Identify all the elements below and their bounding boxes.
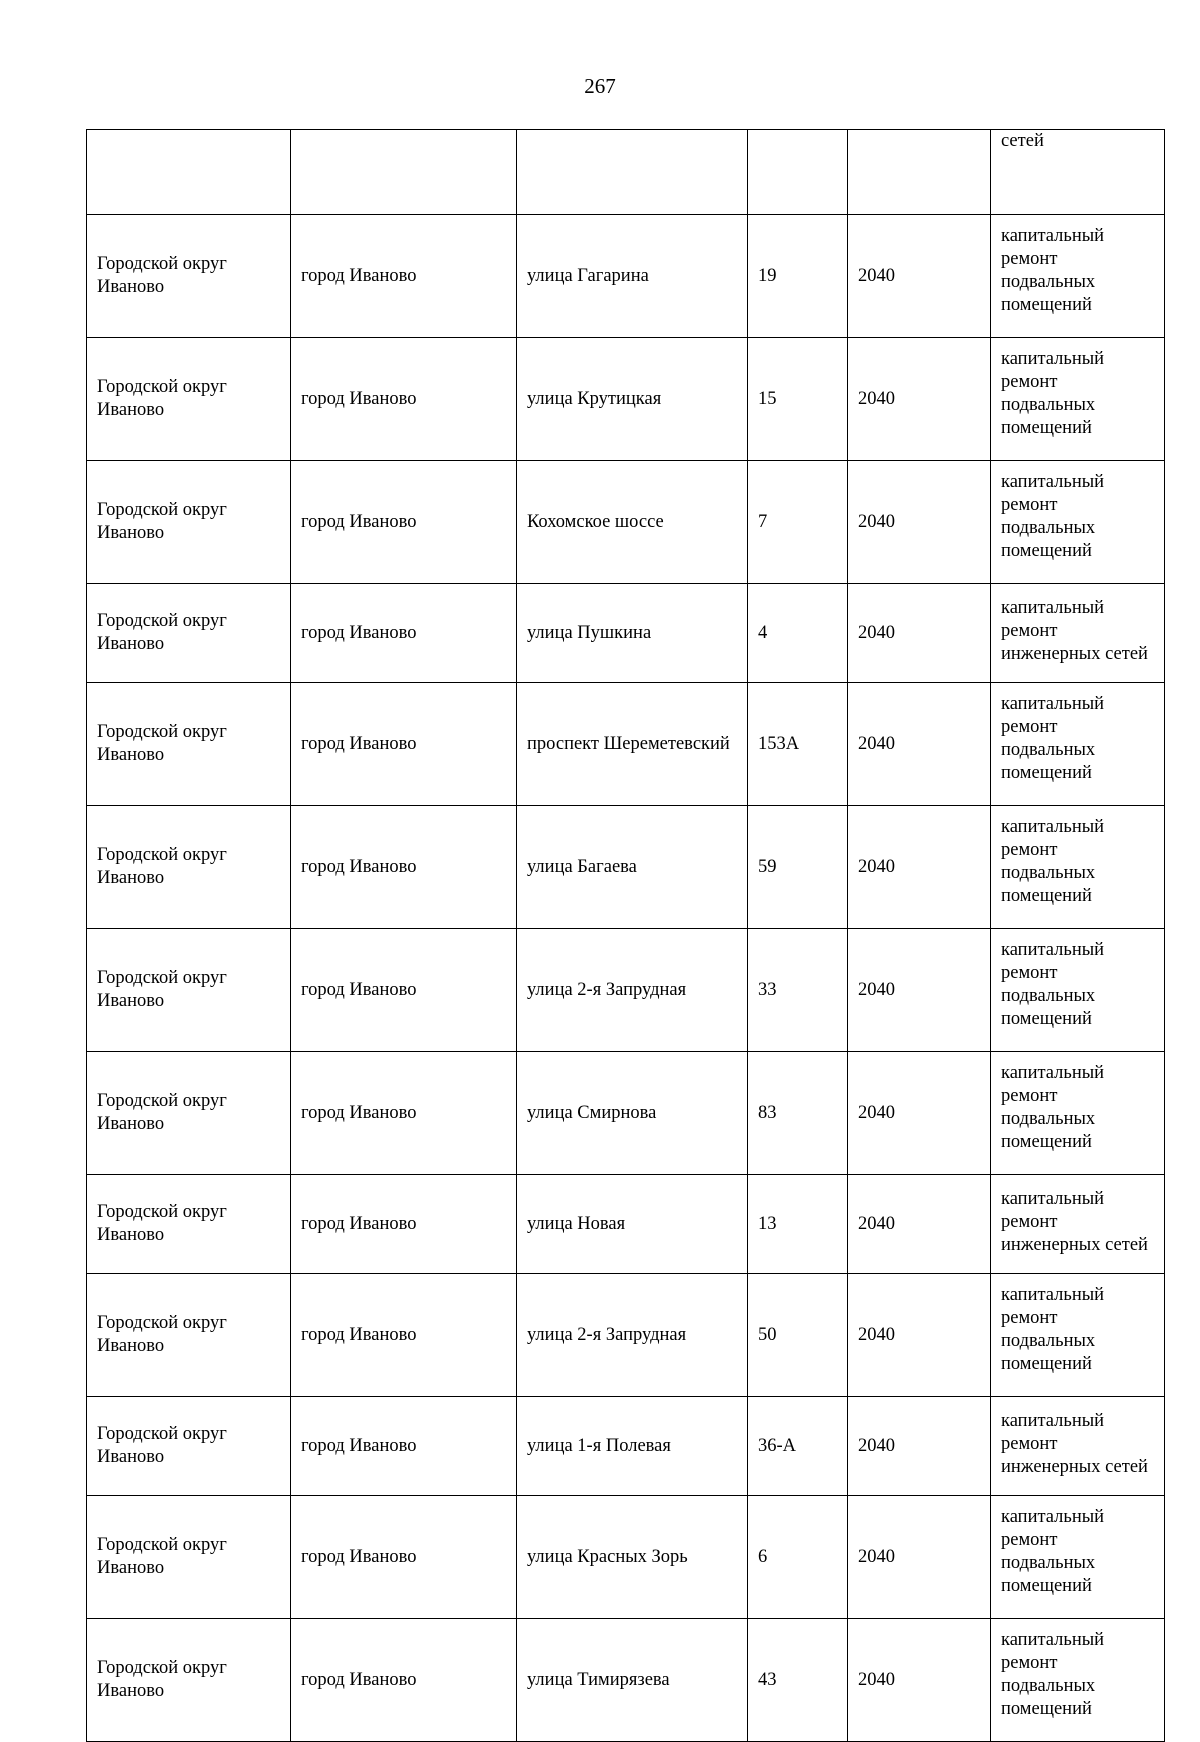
work-type-cell: капитальный ремонт подвальных помещений [991,461,1165,584]
municipality-cell: Городской округ Иваново [87,1175,291,1274]
year-cell: 2040 [848,1274,991,1397]
table-row [87,1052,1165,1175]
street-cell [517,130,748,215]
settlement-cell [291,130,517,215]
year-cell: 2040 [848,584,991,683]
year-cell: 2040 [848,683,991,806]
street-cell: улица Багаева [517,806,748,929]
year-cell: 2040 [848,1619,991,1742]
work-type-cell: капитальный ремонт подвальных помещений [991,929,1165,1052]
house-number-cell: 59 [748,806,848,929]
house-number-cell: 13 [748,1175,848,1274]
table-row [87,1397,1165,1496]
year-cell: 2040 [848,338,991,461]
house-number-cell: 6 [748,1496,848,1619]
settlement-cell: город Иваново [291,584,517,683]
street-cell: улица Гагарина [517,215,748,338]
settlement-cell: город Иваново [291,1052,517,1175]
table-row [87,806,1165,929]
year-cell: 2040 [848,929,991,1052]
work-type-cell: капитальный ремонт инженерных сетей [991,1397,1165,1496]
municipality-cell: Городской округ Иваново [87,683,291,806]
year-cell: 2040 [848,215,991,338]
street-cell: улица 2-я Запрудная [517,929,748,1052]
table-row [87,683,1165,806]
street-cell: Кохомское шоссе [517,461,748,584]
work-type-cell: капитальный ремонт подвальных помещений [991,1496,1165,1619]
repair-schedule-table [86,129,1165,1742]
municipality-cell: Городской округ Иваново [87,584,291,683]
year-cell: 2040 [848,1496,991,1619]
page-number: 267 [584,74,616,98]
table-body [87,130,1165,1742]
table-row [87,1619,1165,1742]
municipality-cell: Городской округ Иваново [87,1052,291,1175]
municipality-cell: Городской округ Иваново [87,215,291,338]
municipality-cell: Городской округ Иваново [87,1274,291,1397]
year-cell [848,130,991,215]
house-number-cell: 83 [748,1052,848,1175]
street-cell: улица 1-я Полевая [517,1397,748,1496]
work-type-cell: капитальный ремонт подвальных помещений [991,1274,1165,1397]
municipality-cell: Городской округ Иваново [87,1496,291,1619]
year-cell: 2040 [848,1052,991,1175]
settlement-cell: город Иваново [291,683,517,806]
work-type-cell: капитальный ремонт подвальных помещений [991,1619,1165,1742]
settlement-cell: город Иваново [291,1274,517,1397]
street-cell: улица Красных Зорь [517,1496,748,1619]
street-cell: улица Новая [517,1175,748,1274]
house-number-cell: 36-А [748,1397,848,1496]
house-number-cell: 50 [748,1274,848,1397]
house-number-cell: 15 [748,338,848,461]
table-row [87,1274,1165,1397]
table-row [87,1175,1165,1274]
street-cell: улица Смирнова [517,1052,748,1175]
house-number-cell: 7 [748,461,848,584]
municipality-cell: Городской округ Иваново [87,1619,291,1742]
municipality-cell: Городской округ Иваново [87,806,291,929]
table-row [87,929,1165,1052]
settlement-cell: город Иваново [291,1619,517,1742]
year-cell: 2040 [848,461,991,584]
municipality-cell: Городской округ Иваново [87,1397,291,1496]
municipality-cell: Городской округ Иваново [87,461,291,584]
municipality-cell: Городской округ Иваново [87,338,291,461]
house-number-cell: 33 [748,929,848,1052]
settlement-cell: город Иваново [291,338,517,461]
street-cell: улица 2-я Запрудная [517,1274,748,1397]
continuation-row [87,130,1165,215]
municipality-cell: Городской округ Иваново [87,929,291,1052]
street-cell: улица Тимирязева [517,1619,748,1742]
street-cell: проспект Шереметевский [517,683,748,806]
street-cell: улица Пушкина [517,584,748,683]
table-row [87,338,1165,461]
work-type-cell: капитальный ремонт инженерных сетей [991,584,1165,683]
settlement-cell: город Иваново [291,461,517,584]
municipality-cell [87,130,291,215]
work-type-cell: капитальный ремонт подвальных помещений [991,683,1165,806]
house-number-cell: 153А [748,683,848,806]
table-row [87,461,1165,584]
work-type-cell: капитальный ремонт подвальных помещений [991,338,1165,461]
house-cell [748,130,848,215]
house-number-cell: 4 [748,584,848,683]
settlement-cell: город Иваново [291,1496,517,1619]
house-number-cell: 19 [748,215,848,338]
settlement-cell: город Иваново [291,215,517,338]
year-cell: 2040 [848,806,991,929]
street-cell: улица Крутицкая [517,338,748,461]
table-row [87,1496,1165,1619]
settlement-cell: город Иваново [291,1175,517,1274]
work-type-cell: сетей [991,130,1165,215]
work-type-cell: капитальный ремонт инженерных сетей [991,1175,1165,1274]
settlement-cell: город Иваново [291,1397,517,1496]
work-type-cell: капитальный ремонт подвальных помещений [991,806,1165,929]
house-number-cell: 43 [748,1619,848,1742]
settlement-cell: город Иваново [291,806,517,929]
work-type-cell: капитальный ремонт подвальных помещений [991,215,1165,338]
work-type-cell: капитальный ремонт подвальных помещений [991,1052,1165,1175]
table-row [87,215,1165,338]
table-row [87,584,1165,683]
settlement-cell: город Иваново [291,929,517,1052]
year-cell: 2040 [848,1397,991,1496]
year-cell: 2040 [848,1175,991,1274]
